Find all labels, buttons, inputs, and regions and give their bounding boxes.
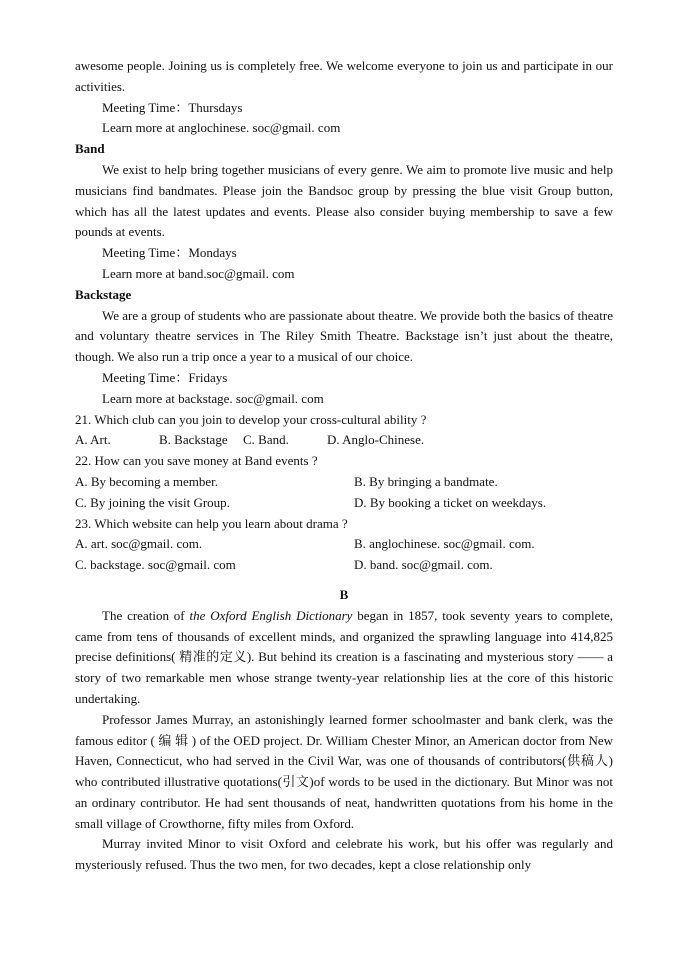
question-22-option-c: C. By joining the visit Group. <box>75 494 230 510</box>
backstage-heading: Backstage <box>75 286 132 302</box>
question-23: 23. Which website can help you learn about drama ? <box>75 515 348 531</box>
document-page <box>75 56 613 876</box>
question-22-options-row-2 <box>75 493 613 514</box>
section-b-paragraph-3: Murray invited Minor to visit Oxford and celebrate his work, but his offer was regularly and mysteriously refused. Thus the two men, for two decades, kept a close relationship only <box>75 836 613 873</box>
question-21: 21. Which club can you join to develop your cross-cultural ability ? <box>75 411 427 427</box>
question-23-option-c: C. backstage. soc@gmail. com <box>75 557 236 573</box>
question-23-option-d: D. band. soc@gmail. com. <box>354 557 493 573</box>
question-23-option-b: B. anglochinese. soc@gmail. com. <box>354 536 535 552</box>
question-21-option-c: C. Band. <box>243 432 289 448</box>
backstage-description: We are a group of students who are passionate about theatre. We provide both the basics of theatre and voluntary theatre services in The Riley Smith Theatre. Backstage isn’t just about the theatre, though. We also run a trip once a year to a musical of our choice. <box>75 307 613 365</box>
question-21-options <box>75 430 613 451</box>
anglo-chinese-contact: Learn more at anglochinese. soc@gmail. com <box>102 120 341 136</box>
club-intro-continued: awesome people. Joining us is completely free. We welcome everyone to join us and participate in our activities. <box>75 58 613 94</box>
question-21-option-b: B. Backstage <box>159 432 228 448</box>
p1-text-after: began in 1857, took seventy years to complete, came from tens of thousands of excellent minds, and organized the sprawling language into 414,825 precise definitions( 精准的定义). But behind its creation is a fascinating and mysterious story —— a story of two remarkable men whose strange twenty-year relationship lies at the core of this historic undertaking. <box>75 607 614 706</box>
question-21-option-a: A. Art. <box>75 432 111 448</box>
question-23-options-row-2 <box>75 555 613 576</box>
question-21-option-d: D. Anglo-Chinese. <box>327 432 425 448</box>
question-22-option-d: D. By booking a ticket on weekdays. <box>354 494 547 510</box>
band-meeting-time: Meeting Time：Mondays <box>102 245 237 261</box>
band-heading: Band <box>75 141 105 157</box>
p1-text-before: The creation of <box>102 607 190 623</box>
question-22-option-b: B. By bringing a bandmate. <box>354 473 498 489</box>
backstage-meeting-time: Meeting Time：Fridays <box>102 369 228 385</box>
question-22-options-row-1 <box>75 472 613 493</box>
backstage-contact: Learn more at backstage. soc@gmail. com <box>102 390 324 406</box>
question-22-option-a: A. By becoming a member. <box>75 473 218 489</box>
anglo-chinese-meeting-time: Meeting Time：Thursdays <box>102 99 243 115</box>
section-b-label: B <box>339 586 349 602</box>
band-description: We exist to help bring together musicians of every genre. We aim to promote live music and help musicians find bandmates. Please join the Bandsoc group by pressing the blue visit Group button, which has all the latest updates and events. Please also consider buying membership to save a few pounds at events. <box>75 161 613 240</box>
question-23-option-a: A. art. soc@gmail. com. <box>75 536 203 552</box>
dictionary-title: the Oxford English Dictionary <box>189 607 353 623</box>
question-22: 22. How can you save money at Band events ? <box>75 453 318 469</box>
band-contact: Learn more at band.soc@gmail. com <box>102 265 295 281</box>
question-23-options-row-1 <box>75 534 613 555</box>
section-b-paragraph-1 <box>75 606 613 710</box>
section-b-paragraph-2: Professor James Murray, an astonishingly learned former schoolmaster and bank clerk, was the famous editor ( 编 辑 ) of the OED project. Dr. William Chester Minor, an American doctor from New Haven, Connecticut, who had served in the Civil War, was one of thousands of contributors(供稿人) who contributed illustrative quotations(引文)of words to be used in the dictionary. But Minor was not an ordinary contributor. He had sent thousands of neat, handwritten quotations from his home in the small village of Crowthorne, fifty miles from Oxford. <box>75 711 613 831</box>
